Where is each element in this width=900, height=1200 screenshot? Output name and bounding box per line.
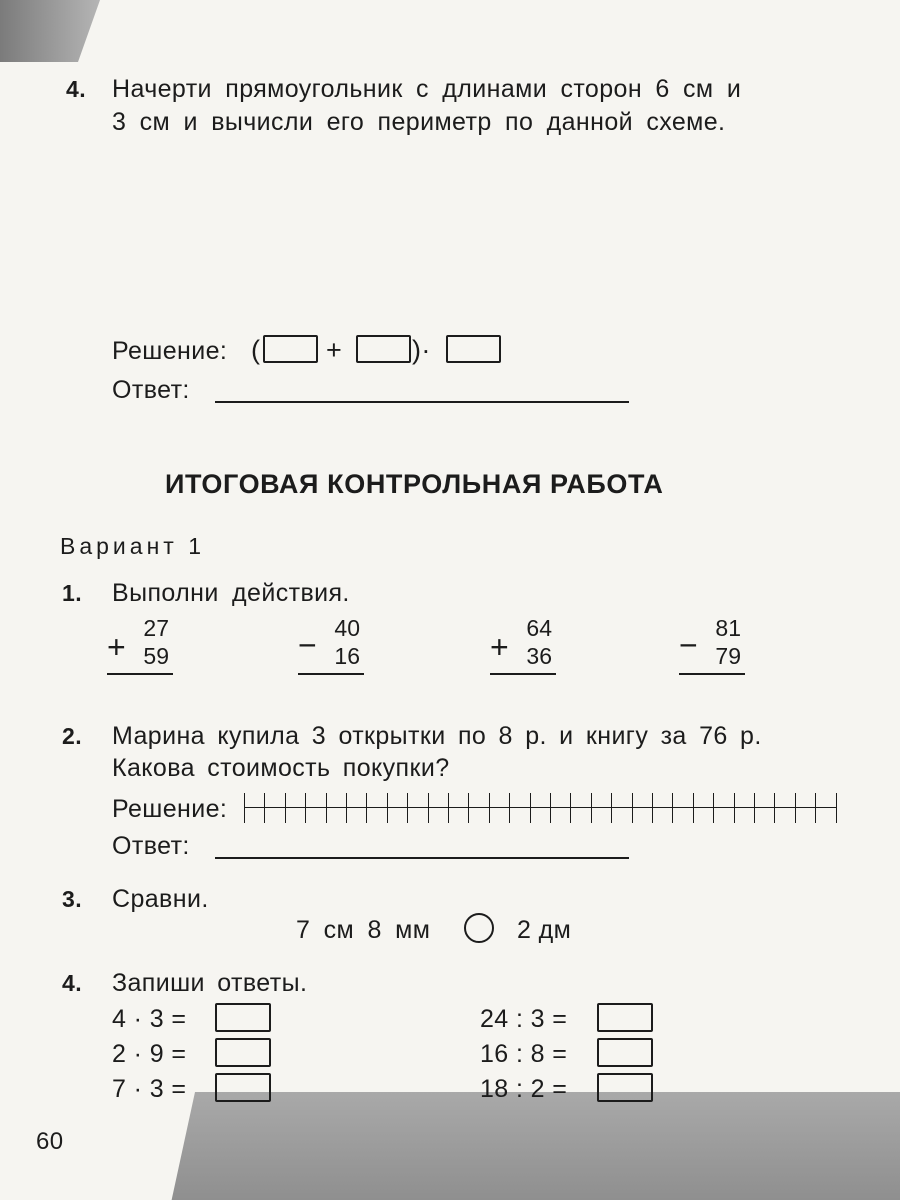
column-4-top: 81 [715,615,741,641]
column-3-sign: + [490,629,509,665]
column-4-bottom: 79 [715,643,741,669]
task1-text: Выполни действия. [112,579,350,607]
solution-grid-tick [489,793,490,823]
solution-grid-midline [244,807,836,808]
solution-grid-tick [836,793,837,823]
solution-grid-tick [672,793,673,823]
left-expression-1: 4 · 3 = [112,1005,187,1033]
solution-grid-tick [407,793,408,823]
solution-grid-tick [713,793,714,823]
column-2-top: 40 [334,615,360,641]
column-1-sign: + [107,629,126,665]
task2-answer-label: Ответ: [112,832,190,860]
task1-number: 1. [62,580,82,606]
left-answer-box-3[interactable] [215,1073,271,1102]
perimeter-box-2[interactable] [356,335,411,363]
task4-top-number: 4. [66,76,86,102]
column-1-bar [107,673,173,675]
column-2-bar [298,673,364,675]
close-paren-dot: )· [412,335,431,365]
solution-grid-tick [570,793,571,823]
task2-solution-label: Решение: [112,795,228,823]
task4-top-answer-label: Ответ: [112,376,190,404]
solution-grid-tick [509,793,510,823]
task4-number: 4. [62,970,82,996]
page-number-tab [0,1092,195,1200]
column-2-bottom: 16 [334,643,360,669]
open-paren: ( [251,335,261,365]
task4-top-solution-label: Решение: [112,337,228,365]
right-answer-box-2[interactable] [597,1038,653,1067]
solution-grid-tick [754,793,755,823]
plus-sign: + [326,335,343,365]
solution-grid-tick [530,793,531,823]
compare-circle[interactable] [464,913,494,943]
solution-grid-tick [366,793,367,823]
task3-number: 3. [62,886,82,912]
top-corner-decoration [0,0,100,62]
task3-text: Сравни. [112,885,209,913]
column-3-top: 64 [526,615,552,641]
solution-grid[interactable] [244,793,836,823]
solution-grid-tick [591,793,592,823]
column-3-bar [490,673,556,675]
left-expression-3: 7 · 3 = [112,1075,187,1103]
column-3-bottom: 36 [526,643,552,669]
page-number: 60 [36,1128,64,1155]
task4-top-line1: Начерти прямоугольник с длинами сторон 6 см и [112,75,742,103]
column-exercise-2 [296,615,366,675]
left-answer-box-1[interactable] [215,1003,271,1032]
solution-grid-tick [305,793,306,823]
right-expression-3: 18 : 2 = [480,1075,568,1103]
left-answer-box-2[interactable] [215,1038,271,1067]
solution-grid-tick [693,793,694,823]
solution-grid-tick [264,793,265,823]
solution-grid-tick [611,793,612,823]
task4-top-line2: 3 см и вычисли его периметр по данной схеме. [112,108,726,136]
task4-text: Запиши ответы. [112,969,308,997]
left-expression-2: 2 · 9 = [112,1040,187,1068]
solution-grid-tick [346,793,347,823]
compare-right: 2 дм [517,916,572,944]
task2-line2: Какова стоимость покупки? [112,754,450,782]
solution-grid-tick [815,793,816,823]
section-title: ИТОГОВАЯ КОНТРОЛЬНАЯ РАБОТА [165,469,664,499]
solution-grid-tick [387,793,388,823]
variant-label: Вариант 1 [60,533,205,559]
column-4-bar [679,673,745,675]
column-1-bottom: 59 [143,643,169,669]
solution-grid-tick [244,793,245,823]
compare-left: 7 см 8 мм [296,916,431,944]
column-exercise-3 [488,615,558,675]
solution-grid-tick [774,793,775,823]
column-4-sign: − [679,627,698,663]
perimeter-box-1[interactable] [263,335,318,363]
solution-grid-tick [428,793,429,823]
solution-grid-tick [468,793,469,823]
column-1-top: 27 [143,615,169,641]
solution-grid-tick [734,793,735,823]
column-exercise-1 [105,615,175,675]
column-2-sign: − [298,627,317,663]
task2-line1: Марина купила 3 открытки по 8 р. и книгу за 76 р. [112,722,762,750]
solution-grid-tick [448,793,449,823]
task2-number: 2. [62,723,82,749]
perimeter-box-3[interactable] [446,335,501,363]
solution-grid-tick [795,793,796,823]
solution-grid-tick [652,793,653,823]
solution-grid-tick [285,793,286,823]
right-answer-box-1[interactable] [597,1003,653,1032]
solution-grid-tick [326,793,327,823]
task4-top-answer-line[interactable] [215,401,629,403]
column-exercise-4 [677,615,747,675]
right-expression-2: 16 : 8 = [480,1040,568,1068]
right-expression-1: 24 : 3 = [480,1005,568,1033]
solution-grid-tick [550,793,551,823]
solution-grid-tick [632,793,633,823]
right-answer-box-3[interactable] [597,1073,653,1102]
task2-answer-line[interactable] [215,857,629,859]
